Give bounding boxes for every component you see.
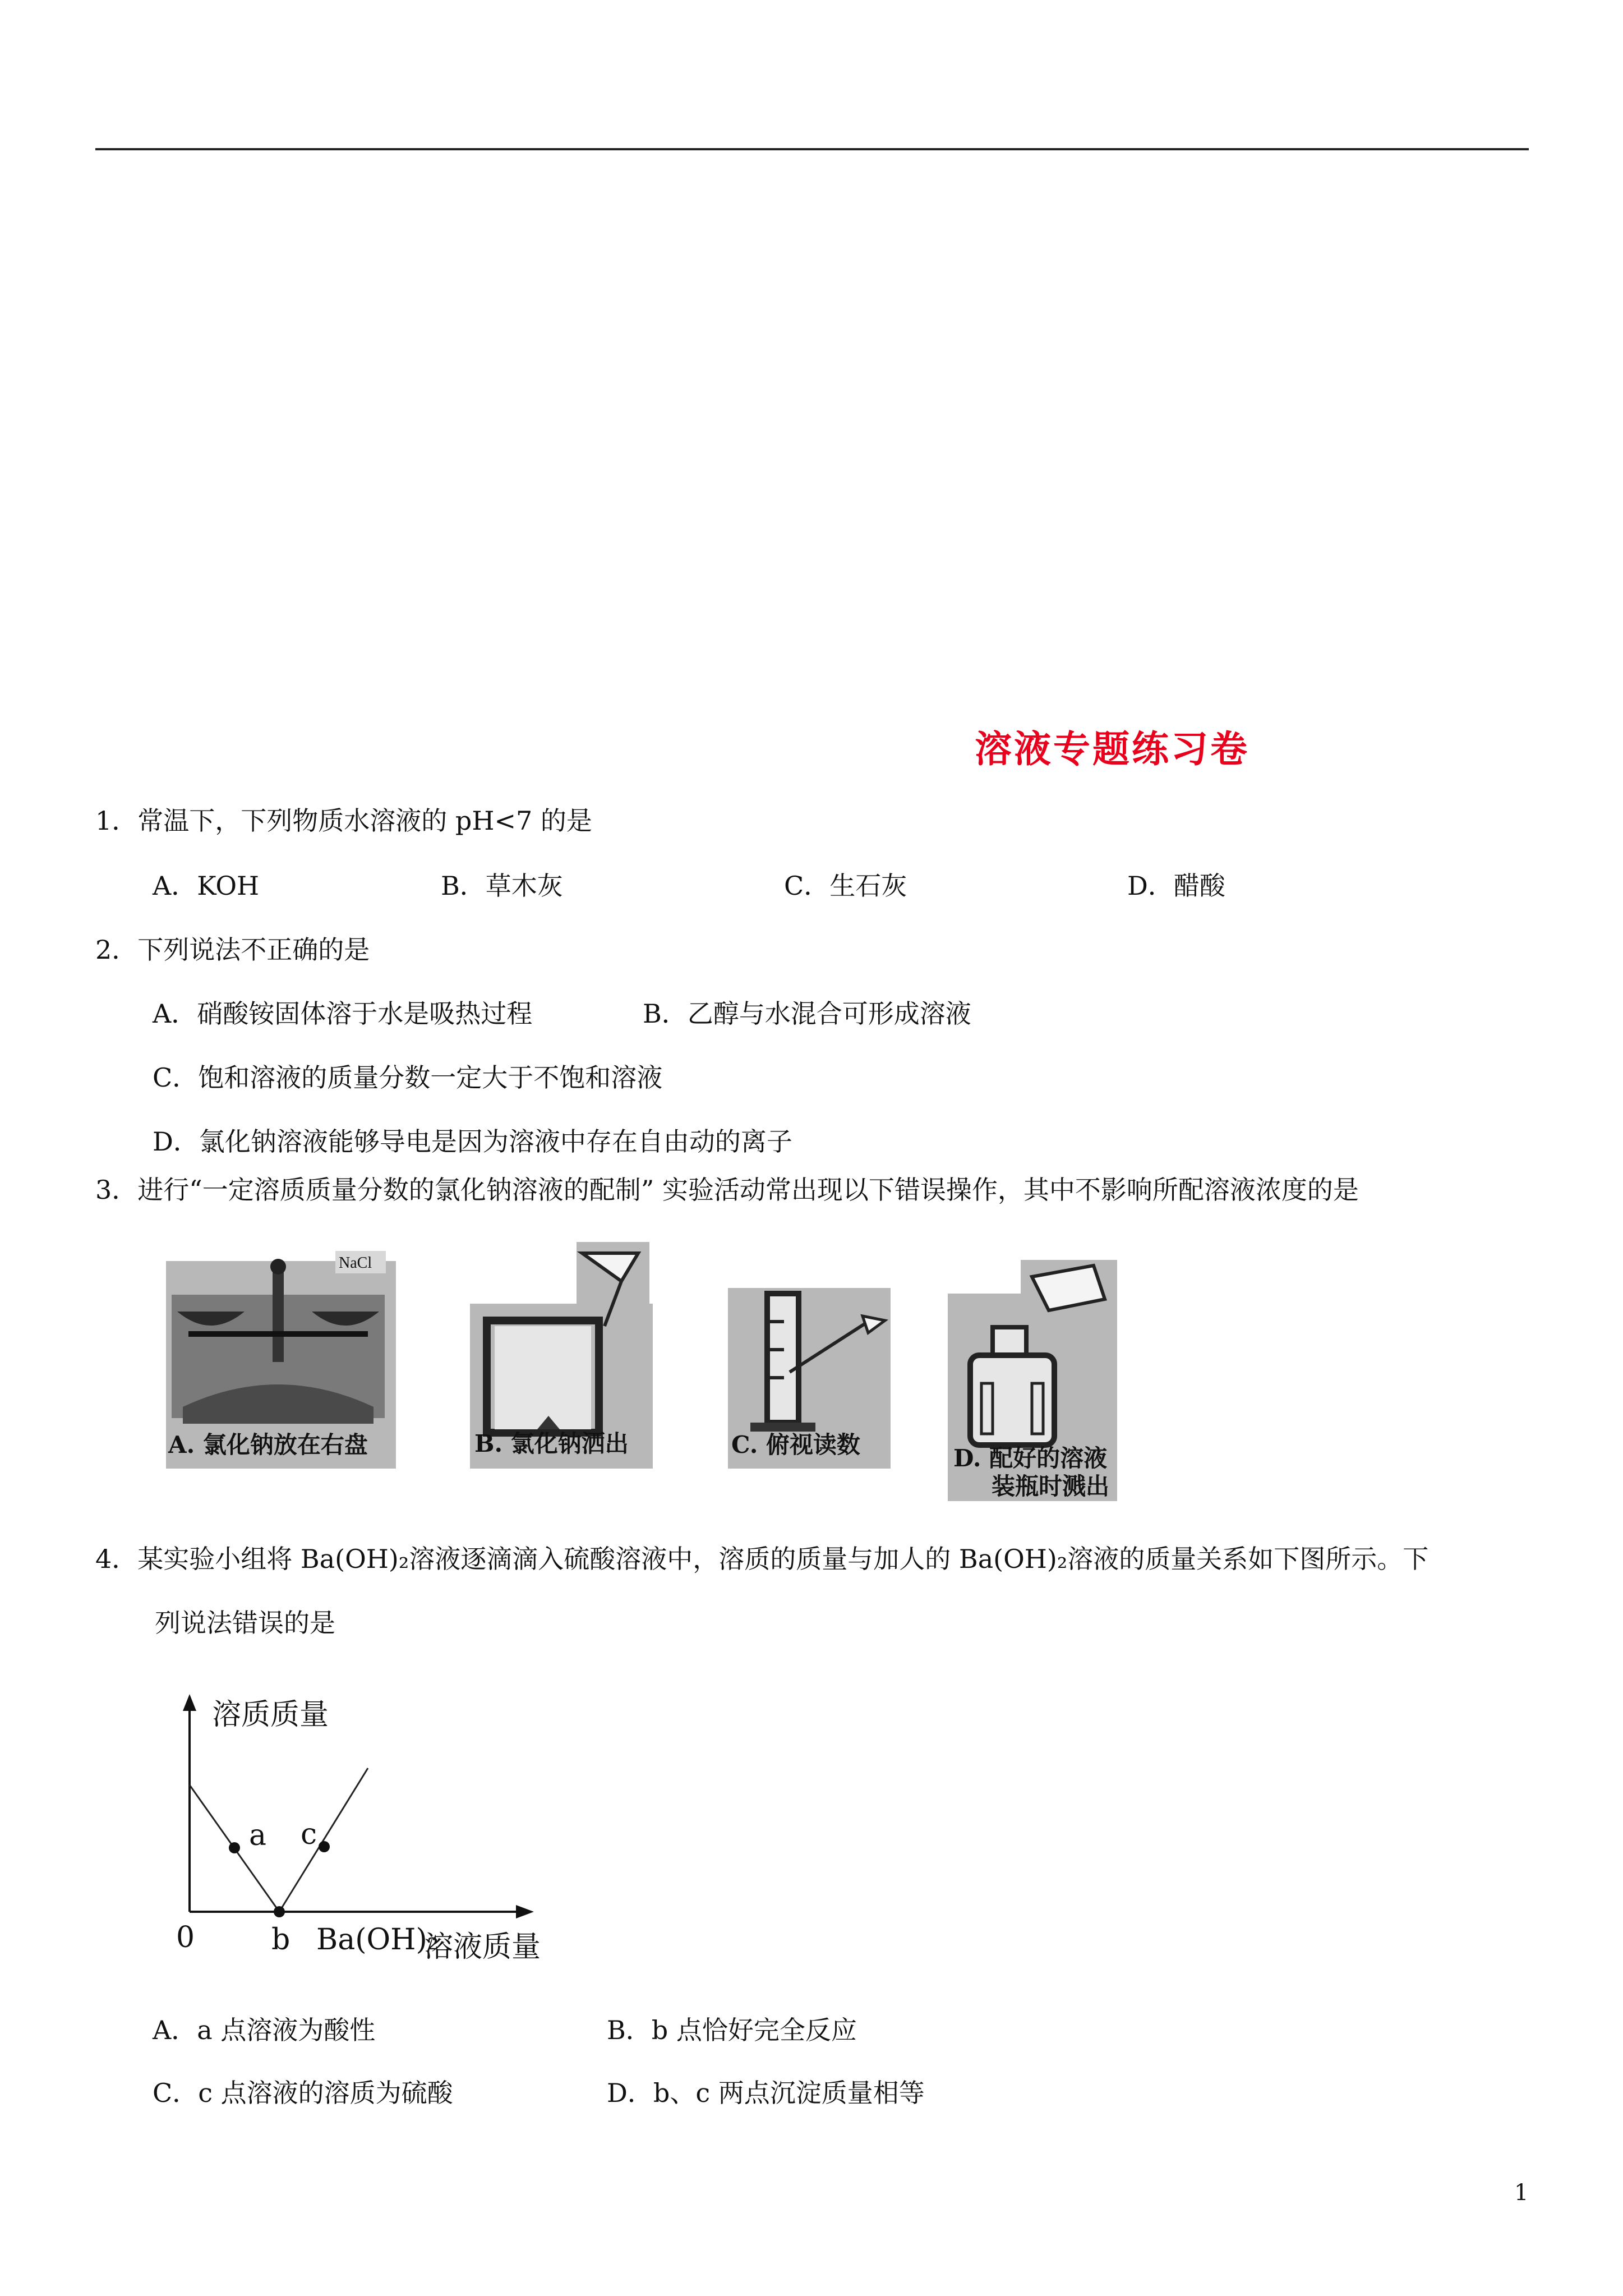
y-axis-arrow <box>183 1694 196 1711</box>
nacl-label: NaCl <box>339 1254 372 1272</box>
question-1-option-b: B．草木灰 <box>441 871 563 901</box>
point-c <box>319 1841 330 1852</box>
question-1-option-a: A．KOH <box>153 871 260 901</box>
question-4-option-a: A．a 点溶液为酸性 <box>153 2015 376 2045</box>
question-1-option-c: C．生石灰 <box>784 871 907 901</box>
chart-origin-label: 0 <box>176 1921 195 1954</box>
question-2-option-a: A．硝酸铵固体溶于水是吸热过程 <box>153 999 533 1029</box>
question-3-stem: 3．进行“一定溶质质量分数的氯化钠溶液的配制” 实验活动常出现以下错误操作，其中不影响所配溶液浓度的是 <box>95 1175 1359 1205</box>
point-b-label: b <box>271 1923 291 1957</box>
point-b <box>274 1906 285 1917</box>
header-rule <box>95 148 1529 150</box>
question-4-stem-line2: 列说法错误的是 <box>155 1608 335 1638</box>
chart-xlabel-text: 溶液质量 <box>424 1930 541 1964</box>
point-a <box>229 1842 240 1853</box>
figure-c-caption: C. 俯视读数 <box>731 1431 860 1458</box>
figure-d-caption-line2: 装瓶时溅出 <box>992 1473 1110 1500</box>
question-1-option-d: D．醋酸 <box>1127 871 1225 901</box>
figure-d-caption-line1: D. 配好的溶液 <box>953 1444 1108 1472</box>
question-4-option-b: B．b 点恰好完全反应 <box>607 2015 857 2045</box>
figure-a-caption: A. 氯化钠放在右盘 <box>168 1431 368 1458</box>
chart-ylabel: 溶质质量 <box>212 1698 329 1732</box>
question-2-option-d: D．氯化钠溶液能够导电是因为溶液中存在自由动的离子 <box>153 1126 792 1157</box>
question-1-stem: 1．常温下，下列物质水溶液的 pH<7 的是 <box>95 806 592 836</box>
question-4-chart <box>163 1685 566 1966</box>
figure-d-bottle <box>948 1260 1117 1501</box>
question-4-stem-line1: 4．某实验小组将 Ba(OH)₂溶液逐滴滴入硫酸溶液中，溶质的质量与加人的 Ba(OH)₂溶液的质量关系如下图所示。下 <box>95 1544 1429 1574</box>
question-2-stem: 2．下列说法不正确的是 <box>95 935 370 965</box>
question-2-option-b: B．乙醇与水混合可形成溶液 <box>643 999 971 1029</box>
chart-xlabel-formula: Ba(OH)₂ <box>316 1923 439 1957</box>
point-c-label: c <box>301 1818 317 1851</box>
page-number: 1 <box>1514 2180 1529 2206</box>
solute-mass-line <box>190 1768 368 1912</box>
question-4-option-c: C．c 点溶液的溶质为硫酸 <box>153 2078 453 2108</box>
document-title: 溶液专题练习卷 <box>975 727 1249 771</box>
figure-b-caption: B. 氯化钠洒出 <box>474 1430 629 1457</box>
x-axis-arrow <box>516 1905 534 1918</box>
point-a-label: a <box>249 1819 267 1852</box>
figure-c-cylinder <box>728 1288 891 1469</box>
figure-a-balance <box>166 1244 396 1469</box>
question-2-option-c: C．饱和溶液的质量分数一定大于不饱和溶液 <box>153 1062 663 1093</box>
question-4-option-d: D．b、c 两点沉淀质量相等 <box>607 2078 925 2108</box>
figure-b-beaker <box>470 1242 653 1469</box>
